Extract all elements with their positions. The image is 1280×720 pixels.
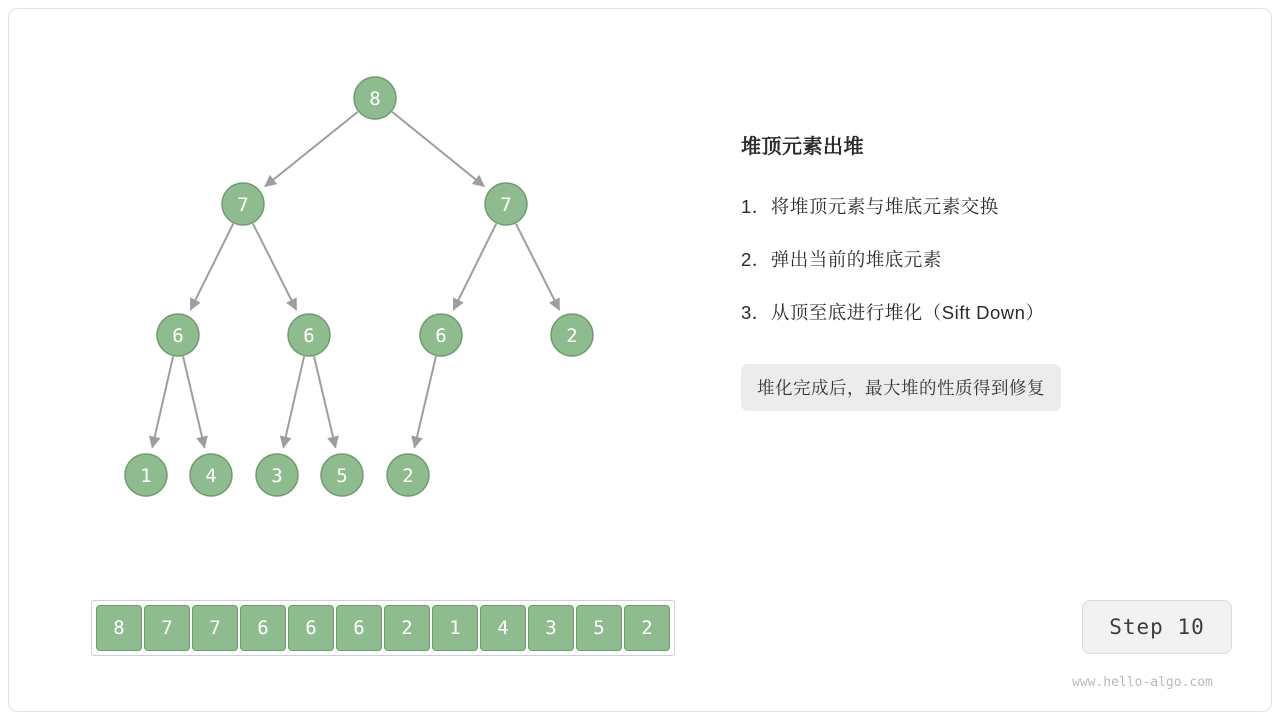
heap-array bbox=[91, 600, 675, 656]
tree-node-label: 2 bbox=[402, 465, 414, 487]
tree-edge bbox=[190, 224, 233, 310]
tree-node-label: 5 bbox=[336, 465, 348, 487]
tree-edge bbox=[283, 356, 304, 447]
step-item-2: 2．弹出当前的堆底元素 bbox=[741, 249, 942, 270]
tree-node-label: 1 bbox=[140, 465, 152, 487]
step-item-1: 1．将堆顶元素与堆底元素交换 bbox=[741, 196, 999, 217]
array-cell: 2 bbox=[384, 605, 430, 651]
array-cell: 6 bbox=[240, 605, 286, 651]
tree-edges bbox=[152, 112, 559, 448]
tree-node bbox=[387, 454, 429, 496]
tree-node bbox=[256, 454, 298, 496]
tree-node bbox=[157, 314, 199, 356]
tree-node bbox=[321, 454, 363, 496]
tree-node-label: 8 bbox=[369, 88, 381, 110]
tree-node bbox=[222, 183, 264, 225]
watermark: www.hello-algo.com bbox=[1072, 675, 1213, 690]
tree-edge bbox=[253, 224, 297, 310]
panel-title: 堆顶元素出堆 bbox=[741, 136, 864, 158]
array-cell: 6 bbox=[336, 605, 382, 651]
tree-node bbox=[125, 454, 167, 496]
tree-node-label: 4 bbox=[205, 465, 217, 487]
array-cell: 7 bbox=[144, 605, 190, 651]
tree-node bbox=[485, 183, 527, 225]
explanation-panel bbox=[741, 130, 1211, 411]
tree-edge bbox=[453, 224, 496, 310]
array-cell: 6 bbox=[288, 605, 334, 651]
tree-node-label: 7 bbox=[237, 194, 249, 216]
tree-edge bbox=[183, 356, 205, 447]
tree-node-label: 2 bbox=[566, 325, 578, 347]
step-badge: Step 10 bbox=[1082, 600, 1232, 654]
array-cell: 7 bbox=[192, 605, 238, 651]
tree-node bbox=[551, 314, 593, 356]
tree-node-label: 6 bbox=[435, 325, 447, 347]
array-cell: 4 bbox=[480, 605, 526, 651]
tree-node-label: 6 bbox=[172, 325, 184, 347]
tree-node-label: 7 bbox=[500, 194, 512, 216]
tree-node-label: 6 bbox=[303, 325, 315, 347]
tree-edge bbox=[314, 356, 336, 447]
tree-edge bbox=[152, 356, 173, 447]
tree-node-label: 3 bbox=[271, 465, 283, 487]
tree-node bbox=[420, 314, 462, 356]
tree-node bbox=[190, 454, 232, 496]
tree-edge bbox=[414, 356, 436, 447]
step-item-3: 3．从顶至底进行堆化（Sift Down） bbox=[741, 302, 1045, 323]
tree-edge bbox=[265, 112, 358, 187]
tree-nodes bbox=[125, 77, 593, 496]
array-cell: 8 bbox=[96, 605, 142, 651]
tree-edge bbox=[516, 224, 560, 310]
tree-edge bbox=[392, 112, 484, 187]
result-note: 堆化完成后，最大堆的性质得到修复 bbox=[741, 364, 1061, 411]
array-cell: 2 bbox=[624, 605, 670, 651]
tree-node bbox=[288, 314, 330, 356]
array-cell: 3 bbox=[528, 605, 574, 651]
array-cell: 5 bbox=[576, 605, 622, 651]
array-cell: 1 bbox=[432, 605, 478, 651]
tree-node bbox=[354, 77, 396, 119]
